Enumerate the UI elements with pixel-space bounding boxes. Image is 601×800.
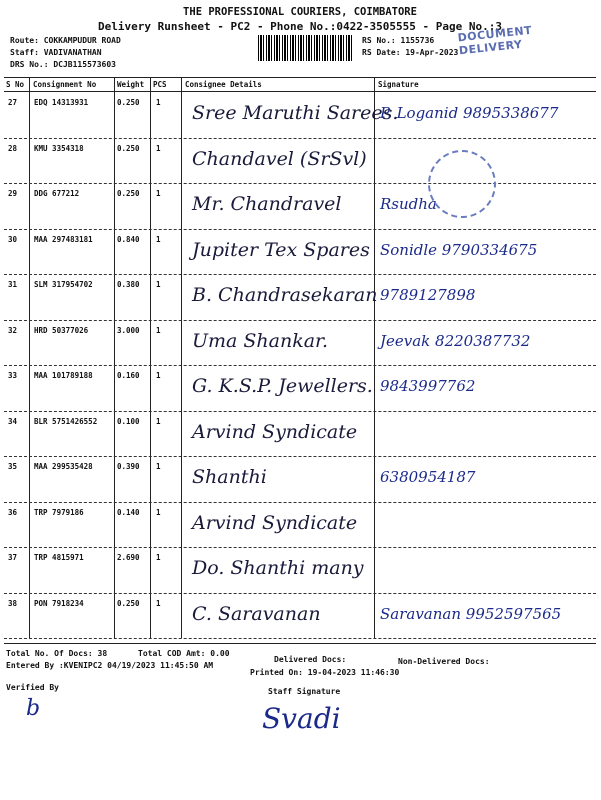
row-sno: 37 bbox=[8, 553, 18, 562]
col-consignee: Consignee Details bbox=[185, 80, 262, 89]
row-consignee: G. K.S.P. Jewellers. bbox=[192, 375, 373, 397]
row-divider bbox=[4, 138, 596, 139]
row-sno: 31 bbox=[8, 280, 18, 289]
row-sno: 29 bbox=[8, 189, 18, 198]
row-weight: 3.000 bbox=[117, 325, 140, 335]
row-signature: 6380954187 bbox=[380, 468, 476, 486]
row-divider bbox=[4, 274, 596, 275]
row-divider bbox=[4, 411, 596, 412]
row-divider bbox=[4, 229, 596, 230]
row-consignee: Arvind Syndicate bbox=[192, 511, 358, 534]
row-weight: 0.140 bbox=[117, 507, 140, 517]
row-consignment: TRP 4815971 bbox=[34, 553, 84, 562]
row-divider bbox=[4, 456, 596, 457]
row-sno: 28 bbox=[8, 143, 18, 153]
barcode bbox=[258, 35, 354, 61]
row-weight: 0.250 bbox=[117, 143, 140, 153]
row-consignee: Do. Shanthi many bbox=[192, 557, 364, 579]
total-docs: Total No. Of Docs: 38 bbox=[6, 649, 108, 658]
row-consignment: MAA 299535428 bbox=[34, 462, 93, 471]
printed-on: Printed On: 19-04-2023 11:46:30 bbox=[250, 668, 400, 677]
verified-by-mark: b bbox=[26, 696, 41, 721]
row-divider bbox=[4, 365, 596, 366]
row-sno: 30 bbox=[8, 234, 18, 244]
row-consignee: Sree Maruthi Sarees. bbox=[192, 102, 399, 124]
route-label: Route: COKKAMPUDUR ROAD bbox=[10, 36, 121, 45]
footer-rule bbox=[4, 643, 596, 644]
row-divider bbox=[4, 638, 596, 639]
col-divider bbox=[114, 78, 115, 638]
col-divider bbox=[181, 78, 182, 638]
row-consignment: PON 7918234 bbox=[34, 598, 84, 608]
rs-date: RS Date: 19-Apr-2023 bbox=[362, 48, 459, 57]
row-consignment: DDG 677212 bbox=[34, 189, 80, 198]
row-sno: 32 bbox=[8, 325, 18, 335]
row-divider bbox=[4, 183, 596, 184]
row-weight: 0.390 bbox=[117, 462, 140, 471]
row-weight: 0.380 bbox=[117, 280, 140, 289]
row-sno: 38 bbox=[8, 598, 18, 608]
row-consignee: Chandavel (SrSvl) bbox=[192, 147, 367, 170]
row-consignment: KMU 3354318 bbox=[34, 143, 84, 153]
row-weight: 2.690 bbox=[117, 553, 140, 562]
col-weight: Weight bbox=[117, 80, 145, 89]
verified-by-label: Verified By bbox=[6, 683, 59, 692]
row-sno: 34 bbox=[8, 416, 18, 426]
col-divider bbox=[29, 78, 30, 638]
row-consignee: Shanthi bbox=[192, 466, 267, 488]
entered-by: Entered By :KVENIPC2 04/19/2023 11:45:50 AM bbox=[6, 661, 214, 670]
row-signature: 9843997762 bbox=[380, 377, 476, 395]
row-pcs: 1 bbox=[156, 98, 161, 107]
runsheet-subtitle: Delivery Runsheet - PC2 - Phone No.:0422-3505555 - Page No.:3 bbox=[98, 20, 502, 33]
row-consignment: EDQ 14313931 bbox=[34, 98, 89, 107]
row-signature: 9789127898 bbox=[380, 286, 476, 304]
row-pcs: 1 bbox=[156, 371, 161, 380]
row-sno: 36 bbox=[8, 507, 18, 517]
row-pcs: 1 bbox=[156, 553, 161, 562]
row-pcs: 1 bbox=[156, 462, 161, 471]
row-consignee: Arvind Syndicate bbox=[192, 420, 358, 443]
row-sno: 35 bbox=[8, 462, 18, 471]
document-delivery-stamp: DOCUMENT DELIVERY bbox=[457, 23, 533, 58]
row-pcs: 1 bbox=[156, 189, 161, 198]
company-title: THE PROFESSIONAL COURIERS, COIMBATORE bbox=[183, 6, 417, 18]
row-signature: Sonidle 9790334675 bbox=[380, 240, 538, 259]
row-consignment: MAA 297483181 bbox=[34, 234, 93, 244]
col-pcs: PCS bbox=[153, 80, 167, 89]
row-pcs: 1 bbox=[156, 507, 161, 517]
row-signature: Rsudha bbox=[380, 195, 437, 213]
row-consignee: C. Saravanan bbox=[192, 602, 321, 625]
row-consignee: Jupiter Tex Spares bbox=[192, 238, 370, 261]
row-consignment: HRD 50377026 bbox=[34, 325, 89, 335]
row-signature: Saravanan 9952597565 bbox=[380, 604, 562, 623]
row-weight: 0.250 bbox=[117, 598, 140, 608]
row-signature: Jeevak 8220387732 bbox=[380, 331, 531, 350]
col-consignment: Consignment No bbox=[33, 80, 97, 89]
row-consignee: Uma Shankar. bbox=[192, 329, 329, 352]
table-top-rule bbox=[4, 77, 596, 78]
staff-label: Staff: VADIVANATHAN bbox=[10, 48, 102, 57]
row-weight: 0.100 bbox=[117, 416, 140, 426]
row-divider bbox=[4, 593, 596, 594]
row-consignee: B. Chandrasekaran bbox=[192, 284, 378, 306]
col-signature: Signature bbox=[378, 80, 419, 89]
drs-label: DRS No.: DCJB115573603 bbox=[10, 60, 116, 69]
row-consignment: TRP 7979186 bbox=[34, 507, 84, 517]
row-divider bbox=[4, 547, 596, 548]
row-pcs: 1 bbox=[156, 416, 161, 426]
rs-number: RS No.: 1155736 bbox=[362, 36, 435, 45]
row-consignee: Mr. Chandravel bbox=[192, 193, 342, 215]
row-weight: 0.250 bbox=[117, 189, 140, 198]
delivered-docs: Delivered Docs: bbox=[274, 655, 347, 664]
staff-signature-label: Staff Signature bbox=[268, 687, 341, 696]
col-sno: S No bbox=[6, 80, 25, 89]
postmark-seal bbox=[428, 150, 496, 218]
row-sno: 33 bbox=[8, 371, 18, 380]
total-cod: Total COD Amt: 0.00 bbox=[138, 649, 230, 658]
row-weight: 0.840 bbox=[117, 234, 140, 244]
row-consignment: BLR 5751426552 bbox=[34, 416, 98, 426]
row-pcs: 1 bbox=[156, 234, 161, 244]
non-delivered-docs: Non-Delivered Docs: bbox=[398, 657, 490, 666]
row-pcs: 1 bbox=[156, 598, 161, 608]
row-weight: 0.160 bbox=[117, 371, 140, 380]
col-divider bbox=[374, 78, 375, 638]
col-divider bbox=[150, 78, 151, 638]
row-pcs: 1 bbox=[156, 325, 161, 335]
row-divider bbox=[4, 502, 596, 503]
row-weight: 0.250 bbox=[117, 98, 140, 107]
row-pcs: 1 bbox=[156, 280, 161, 289]
header-bottom-rule bbox=[4, 91, 596, 92]
row-divider bbox=[4, 320, 596, 321]
row-signature: P. Loganid 9895338677 bbox=[380, 104, 559, 122]
row-sno: 27 bbox=[8, 98, 18, 107]
row-pcs: 1 bbox=[156, 143, 161, 153]
row-consignment: SLM 317954702 bbox=[34, 280, 93, 289]
row-consignment: MAA 101789188 bbox=[34, 371, 93, 380]
staff-signature-ink: Svadi bbox=[262, 702, 341, 735]
